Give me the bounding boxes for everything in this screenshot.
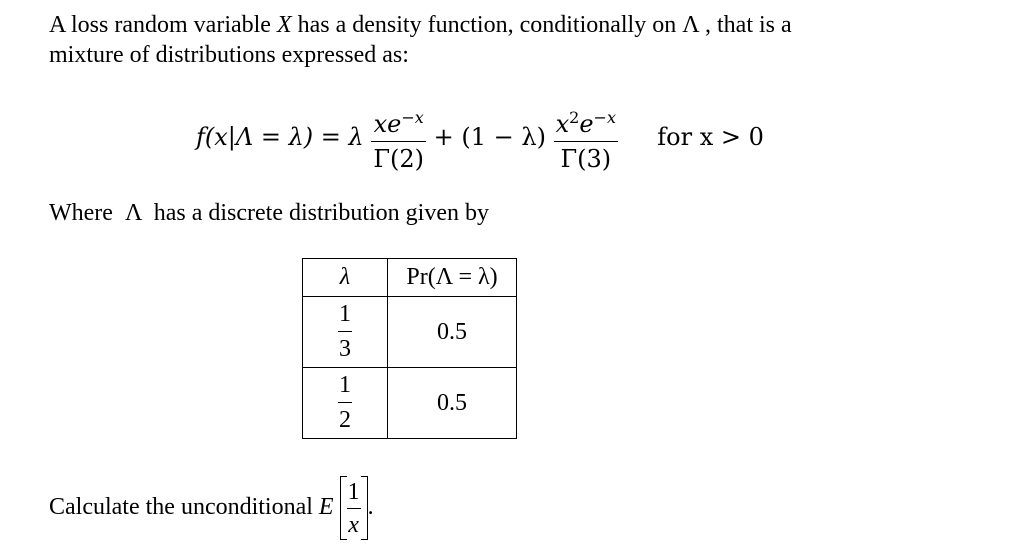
table-header-row: [303, 259, 517, 297]
header-lambda: λ: [303, 259, 388, 297]
reciprocal-fraction: [347, 480, 361, 537]
intro-line-1: [49, 10, 792, 40]
frac2-e: e: [579, 110, 594, 138]
frac1-exponent: −x: [401, 108, 424, 127]
question-text: Calculate the unconditional: [49, 494, 319, 520]
density-formula: [196, 101, 764, 176]
formula-lhs: f(x|Λ = λ) = λ: [196, 123, 364, 151]
frac2-exponent-neg-x: −x: [593, 108, 616, 127]
lambda-numerator: 1: [339, 372, 351, 398]
lambda-symbol: Λ: [682, 12, 700, 38]
lambda-denominator: 3: [339, 336, 351, 362]
lambda-numerator: 1: [339, 301, 351, 327]
fraction-gamma-3: [554, 101, 618, 176]
frac2-exponent-2: 2: [569, 108, 580, 127]
frac2-x: x: [555, 110, 570, 138]
intro-text-b: has a density function, conditionally on: [291, 12, 683, 38]
probability-cell: 0.5: [388, 368, 517, 439]
frac1-numerator: xe: [373, 110, 402, 138]
question-line: [49, 476, 374, 540]
header-probability: Pr(Λ = λ): [388, 259, 517, 297]
lambda-value-cell: [303, 297, 388, 368]
distribution-table: [302, 258, 517, 439]
reciprocal-numerator: 1: [347, 478, 360, 505]
left-bracket: [340, 476, 347, 540]
lambda-value-cell: [303, 368, 388, 439]
frac1-denominator: Γ(2): [371, 141, 426, 176]
table-row: [303, 297, 517, 368]
probability-cell: 0.5: [388, 297, 517, 368]
where-text: Where Λ has a discrete distribution given by: [49, 200, 489, 226]
lambda-fraction: [338, 301, 352, 362]
lambda-fraction: [338, 372, 352, 433]
frac2-denominator: Γ(3): [554, 141, 618, 176]
intro-text-a: A loss random variable: [49, 12, 277, 38]
variable-x: X: [276, 12, 292, 38]
table-row: [303, 368, 517, 439]
expectation-E: E: [318, 494, 334, 520]
formula-middle: + (1 − λ): [433, 123, 546, 151]
intro-line-2: mixture of distributions expressed as:: [49, 42, 409, 68]
reciprocal-denominator: x: [348, 511, 359, 538]
formula-condition: for x > 0: [657, 123, 764, 151]
lambda-denominator: 2: [339, 407, 351, 433]
question-end: .: [367, 494, 374, 520]
fraction-gamma-2: [371, 101, 426, 176]
right-bracket: [361, 476, 368, 540]
intro-text-c: , that is a: [699, 12, 792, 38]
